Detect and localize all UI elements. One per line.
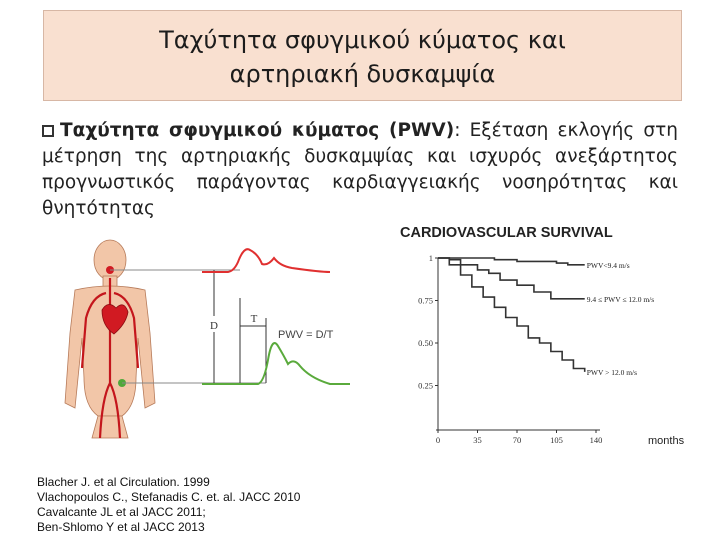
chart-series-labels xyxy=(587,261,655,377)
x-tick-label: 70 xyxy=(512,435,522,445)
survival-chart xyxy=(400,248,710,453)
reference-1: Blacher J. et al Circulation. 1999 xyxy=(37,475,210,489)
pwv-formula: PWV = D/T xyxy=(278,329,334,341)
y-tick-label: 0.50 xyxy=(418,338,433,348)
reference-2: Vlachopoulos C., Stefanadis C. et. al. JACC 2010 xyxy=(37,490,301,504)
distance-label: D xyxy=(210,320,218,332)
survival-chart-title: CARDIOVASCULAR SURVIVAL xyxy=(400,225,613,241)
chart-tick-labels xyxy=(418,253,602,445)
chart-series xyxy=(438,258,585,372)
x-axis-unit-label: months xyxy=(648,435,685,447)
carotid-waveform xyxy=(202,249,330,272)
bullet-paragraph xyxy=(42,118,678,222)
reference-4: Ben-Shlomo Y et al JACC 2013 xyxy=(37,520,205,534)
x-tick-label: 0 xyxy=(435,435,441,445)
y-tick-label: 0.25 xyxy=(418,380,433,391)
x-tick-label: 140 xyxy=(589,435,603,445)
title-line-2: αρτηριακή δυσκαμψία xyxy=(229,60,496,88)
survival-curve-label-1: PWV<9.4 m/s xyxy=(586,260,630,270)
chart-axes xyxy=(436,258,600,430)
pwv-diagram xyxy=(30,238,370,448)
title-line-1: Ταχύτητα σφυγμικού κύματος και xyxy=(159,26,566,54)
time-label: T xyxy=(250,313,258,325)
x-tick-label: 105 xyxy=(550,435,563,445)
x-tick-label: 35 xyxy=(473,435,482,445)
survival-curve-label-3: PWV > 12.0 m/s xyxy=(586,367,638,377)
femoral-waveform xyxy=(202,343,350,384)
title-box xyxy=(43,10,682,101)
y-tick-label: 1 xyxy=(428,253,433,263)
survival-curve-label-2: 9.4 ≤ PWV ≤ 12.0 m/s xyxy=(586,294,655,304)
reference-3: Cavalcante JL et al JACC 2011; xyxy=(37,505,206,519)
survival-curve-3 xyxy=(438,258,585,372)
bullet-bold-text: Ταχύτητα σφυγμικού κύματος (PWV) xyxy=(60,120,455,141)
references xyxy=(37,475,300,535)
y-tick-label: 0.75 xyxy=(418,295,433,306)
bullet-text: : Εξέταση εκλογής στη μέτρηση της αρτηριακής δυσκαμψίας και ισχυρός ανεξάρτητος προγνωστικός παράγοντας καρδιαγγειακής νοσηρότητας και θνητότητας xyxy=(42,120,678,219)
checkbox-bullet-icon xyxy=(42,125,54,137)
